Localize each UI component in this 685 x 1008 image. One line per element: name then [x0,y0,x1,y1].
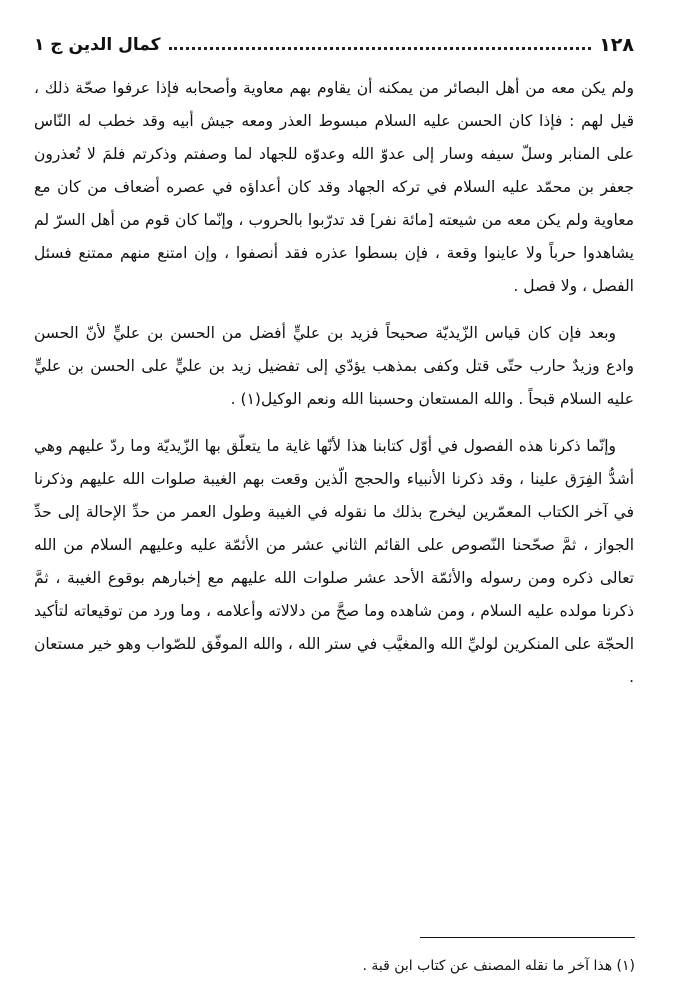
running-title: كمال الدين ج ١ [34,35,161,55]
header-dotted-leader [169,47,592,50]
paragraph: وإنّما ذكرنا هذه الفصول في أوّل كتابنا هذا لأنّها غاية ما يتعلّق بها الزّيديّة وما ردّ عليهم وهي أشدُّ الفِرَق علينا ، وقد ذكرنا الأنبياء والحجج الّذين وقعت بهم الغيبة صلوات الله عليهم وذكرنا في آخر الكتاب المعمّرين ليخرج بذلك ما نقوله في الغيبة وطول العمر من حدِّ الإحالة إلى حدِّ الجواز ، ثمَّ صحّحنا النّصوص على القائم الثاني عشر من الأئمّة عليه وعليهم السلام من الله تعالى ذكره ومن رسوله والأئمّة الأحد عشر صلوات الله عليهم مع إخبارهم بوقوع الغيبة ، ثمَّ ذكرنا مولده عليه السلام ، ومن شاهده وما صحَّ من دلالاته وأعلامه ، وما ورد من توقيعاته لتأكيد الحجّة على المنكرين لوليِّ الله والمغيَّب في ستر الله ، والله الموفّق للصّواب وهو خير مستعان . [34,437,634,686]
paragraph: وبعد فإن كان قياس الزّيديّة صحيحاً فزيد بن عليٍّ أفضل من الحسن بن عليٍّ لأنّ الحسن وادع وزيدٌ حارب حتّى قتل وكفى بمذهب يؤدّي إلى تفضيل زيد بن عليٍّ على الحسن بن عليٍّ عليه السلام قبحاً . والله المستعان وحسبنا الله ونعم الوكيل(١) . [34,324,634,408]
page-header [34,30,634,60]
main-text [34,72,634,708]
page-number: ١٢٨ [599,34,634,56]
footnote-separator [420,937,635,938]
footnote: (١) هذا آخر ما نقله المصنف عن كتاب ابن قبة . [362,958,635,974]
paragraph: ولم يكن معه من أهل البصائر من يمكنه أن يقاوم بهم معاوية وأصحابه فإذا عرفوا صحّة ذلك ، قيل لهم : فإذا كان الحسن عليه السلام مبسوط العذر ومعه جيش أبيه وقد خطب له النّاس على المنابر وسلّ سيفه وسار إلى عدوّ الله وعدوّه للجهاد لما وصفتم وذكرتم فلمَ لا تُعذرون جعفر بن محمّد عليه السلام في تركه الجهاد وقد كان أعداؤه في عصره أضعاف من كان مع معاوية ولم يكن معه من شيعته [مائة نفر] قد تدرّبوا بالحروب ، وإنّما كان قوم من أهل السرّ لم يشاهدوا حرباً ولا عاينوا وقعة ، فإن بسطوا عذره فقد أنصفوا ، وإن امتنع منهم ممتنع فسئل الفصل ، ولا فصل . [34,79,634,295]
